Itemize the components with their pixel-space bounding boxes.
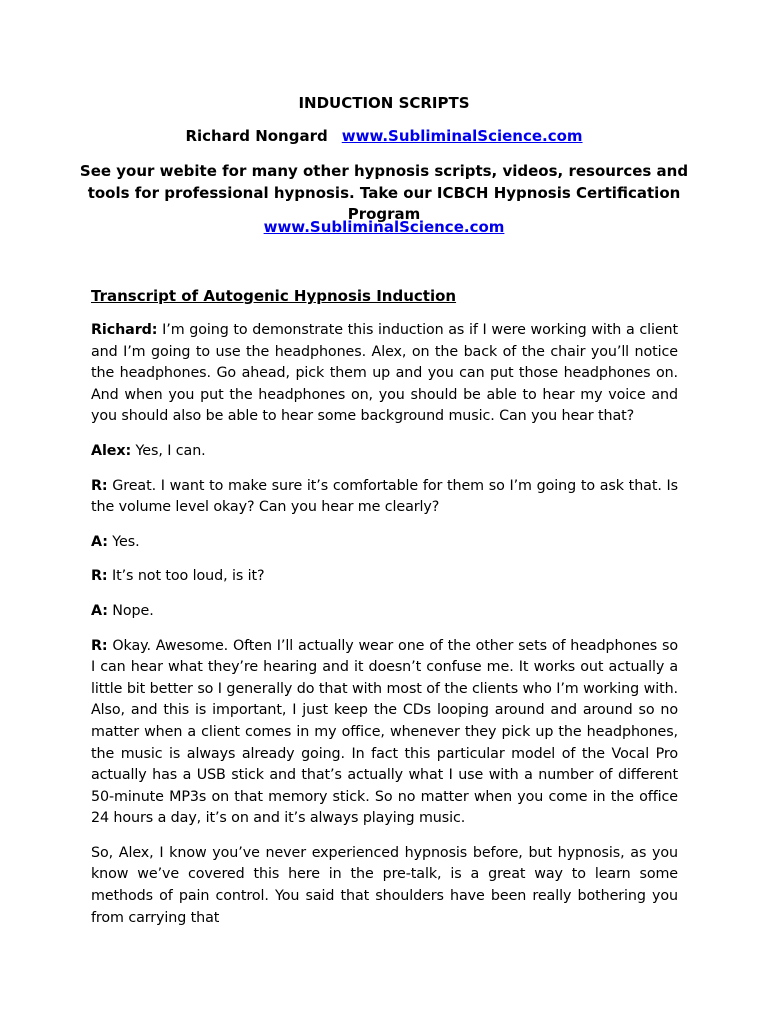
transcript-paragraph (91, 601, 678, 623)
transcript-body (91, 320, 678, 942)
paragraph-text: Nope. (107, 602, 154, 619)
author-name: Richard Nongard (185, 127, 328, 145)
author-line (0, 126, 768, 148)
transcript-paragraph (91, 532, 678, 554)
speaker-label: A: (91, 602, 108, 619)
transcript-paragraph (91, 320, 678, 428)
paragraph-text: Great. I want to make sure it’s comfortable for them so I’m going to ask that. Is the volume level okay? Can you hear me clearly? (91, 477, 678, 516)
speaker-label: A: (91, 533, 108, 550)
promo-website-link[interactable]: www.SubliminalScience.com (263, 218, 505, 236)
transcript-paragraph (91, 636, 678, 830)
transcript-paragraph (91, 843, 678, 929)
paragraph-text: Yes. (107, 533, 140, 550)
section-heading: Transcript of Autogenic Hypnosis Induction (91, 287, 457, 305)
paragraph-text: So, Alex, I know you’ve never experienced hypnosis before, but hypnosis, as you know we’ve covered this here in the pre-talk, is a great way to learn some methods of pain control. You said that shoulders have been really bothering you from carrying that (91, 844, 678, 926)
speaker-label: R: (91, 568, 108, 585)
promo-text: See your webite for many other hypnosis scripts, videos, resources and tools for professional hypnosis. Take our ICBCH Hypnosis Certification Program (79, 162, 689, 223)
transcript-paragraph (91, 441, 678, 463)
speaker-label: R: (91, 637, 108, 654)
speaker-label: Alex: (91, 442, 132, 459)
paragraph-text: Yes, I can. (131, 442, 206, 459)
author-website-link[interactable]: www.SubliminalScience.com (341, 127, 583, 145)
paragraph-text: I’m going to demonstrate this induction as if I were working with a client and I’m going to use the headphones. Alex, on the back of the chair you’ll notice the headphones. Go ahead, pick them up and you can put those headphones on. And when you put the headphones on, you should be able to hear my voice and you should also be able to hear some background music. Can you hear that? (91, 322, 678, 425)
speaker-label: R: (91, 477, 108, 494)
speaker-label: Richard: (91, 322, 158, 338)
promo-link-line (0, 217, 768, 239)
document-title: INDUCTION SCRIPTS (298, 94, 470, 112)
transcript-paragraph (91, 566, 678, 588)
paragraph-text: Okay. Awesome. Often I’ll actually wear one of the other sets of headphones so I can hear what they’re hearing and it doesn’t confuse me. It works out actually a little bit better so I generally do that with most of the clients who I’m working with. Also, and this is important, I just keep the CDs looping around and around so no matter when a client comes in my office, whenever they pick up the headphones, the music is always already going. In fact this particular model of the Vocal Pro actually has a USB stick and that’s actually what I use with a number of different 50-minute MP3s on that memory stick. So no matter when you come in the office 24 hours a day, it’s on and it’s always playing music. (91, 637, 678, 827)
paragraph-text: It’s not too loud, is it? (107, 568, 265, 585)
transcript-paragraph (91, 476, 678, 519)
